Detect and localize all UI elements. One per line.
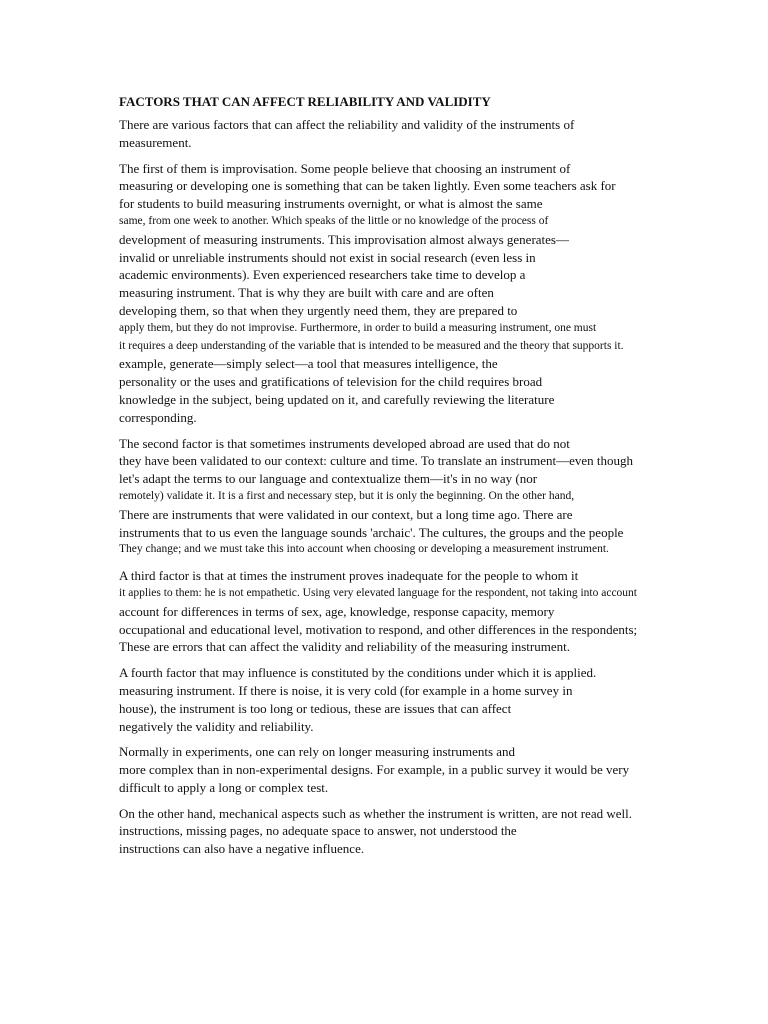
text-line: same, from one week to another. Which speaks of the little or no knowledge of the process of — [119, 214, 549, 227]
text-line: The second factor is that sometimes instruments developed abroad are used that do not — [119, 435, 570, 451]
text-line: difficult to apply a long or complex test. — [119, 779, 329, 795]
text-line: academic environments). Even experienced researchers take time to develop a — [119, 267, 526, 283]
text-line: house), the instrument is too long or tedious, these are issues that can affect — [119, 700, 512, 716]
text-line: developing them, so that when they urgently need them, they are prepared to — [119, 302, 518, 318]
text-line: A fourth factor that may influence is constituted by the conditions under which it is applied. — [119, 665, 597, 681]
text-line: invalid or unreliable instruments should not exist in social research (even less in — [119, 249, 536, 265]
text-line: measurement. — [119, 134, 192, 150]
paragraph-third-factor — [119, 567, 699, 656]
text-line: knowledge in the subject, being updated on it, and carefully reviewing the literature — [119, 391, 555, 407]
text-line: negatively the validity and reliability. — [119, 718, 314, 734]
text-line: apply them, but they do not improvise. Furthermore, in order to build a measuring instrument, one must — [119, 321, 597, 334]
paragraph-mechanical-aspects — [119, 805, 699, 858]
text-line: account for differences in terms of sex, age, knowledge, response capacity, memory — [119, 603, 555, 619]
text-line: measuring instrument. If there is noise, it is very cold (for example in a home survey in — [119, 682, 573, 698]
document-title: FACTORS THAT CAN AFFECT RELIABILITY AND VALIDITY — [119, 94, 491, 109]
text-line: more complex than in non-experimental designs. For example, in a public survey it would be very — [119, 762, 630, 778]
text-line: The first of them is improvisation. Some people believe that choosing an instrument of — [119, 160, 571, 176]
text-line: instruments that to us even the language sounds 'archaic'. The cultures, the groups and the people — [119, 524, 624, 540]
text-line: it requires a deep understanding of the variable that is intended to be measured and the theory that supports it. — [119, 339, 624, 352]
paragraph-experiments — [119, 743, 699, 796]
document-body — [119, 92, 699, 866]
text-line: occupational and educational level, motivation to respond, and other differences in the respondents; — [119, 621, 638, 637]
text-line: On the other hand, mechanical aspects such as whether the instrument is written, are not read well. — [119, 805, 632, 821]
text-line: it applies to them: he is not empathetic. Using very elevated language for the respondent, not taking into account — [119, 586, 637, 599]
text-line: These are errors that can affect the validity and reliability of the measuring instrument. — [119, 639, 570, 655]
text-line: measuring instrument. That is why they are built with care and are often — [119, 285, 494, 301]
text-line: for students to build measuring instruments overnight, or what is almost the same — [119, 196, 543, 212]
text-line: measuring or developing one is something that can be taken lightly. Even some teachers ask for — [119, 178, 616, 194]
text-line: There are various factors that can affect the reliability and validity of the instruments of — [119, 117, 575, 132]
paragraph-fourth-factor — [119, 664, 699, 735]
text-line: remotely) validate it. It is a first and necessary step, but it is only the beginning. On the other hand, — [119, 489, 575, 502]
text-line: There are instruments that were validated in our context, but a long time ago. There are — [119, 506, 573, 522]
text-line: Normally in experiments, one can rely on longer measuring instruments and — [119, 744, 516, 760]
text-line: let's adapt the terms to our language and contextualize them—it's in no way (nor — [119, 471, 538, 487]
text-line: A third factor is that at times the instrument proves inadequate for the people to whom it — [119, 568, 579, 584]
text-line: They change; and we must take this into account when choosing or developing a measurement instrument. — [119, 543, 609, 556]
text-line: personality or the uses and gratifications of television for the child requires broad — [119, 374, 543, 390]
paragraph-intro — [119, 116, 699, 152]
text-line: instructions can also have a negative influence. — [119, 841, 365, 857]
paragraph-improvisation — [119, 160, 699, 427]
text-line: example, generate—simply select—a tool that measures intelligence, the — [119, 356, 498, 372]
text-line: development of measuring instruments. This improvisation almost always generates— — [119, 231, 569, 247]
paragraph-second-factor — [119, 435, 699, 560]
text-line: corresponding. — [119, 409, 197, 425]
text-line: they have been validated to our context: culture and time. To translate an instrument—even though — [119, 453, 634, 469]
text-line: instructions, missing pages, no adequate space to answer, not understood the — [119, 823, 517, 839]
